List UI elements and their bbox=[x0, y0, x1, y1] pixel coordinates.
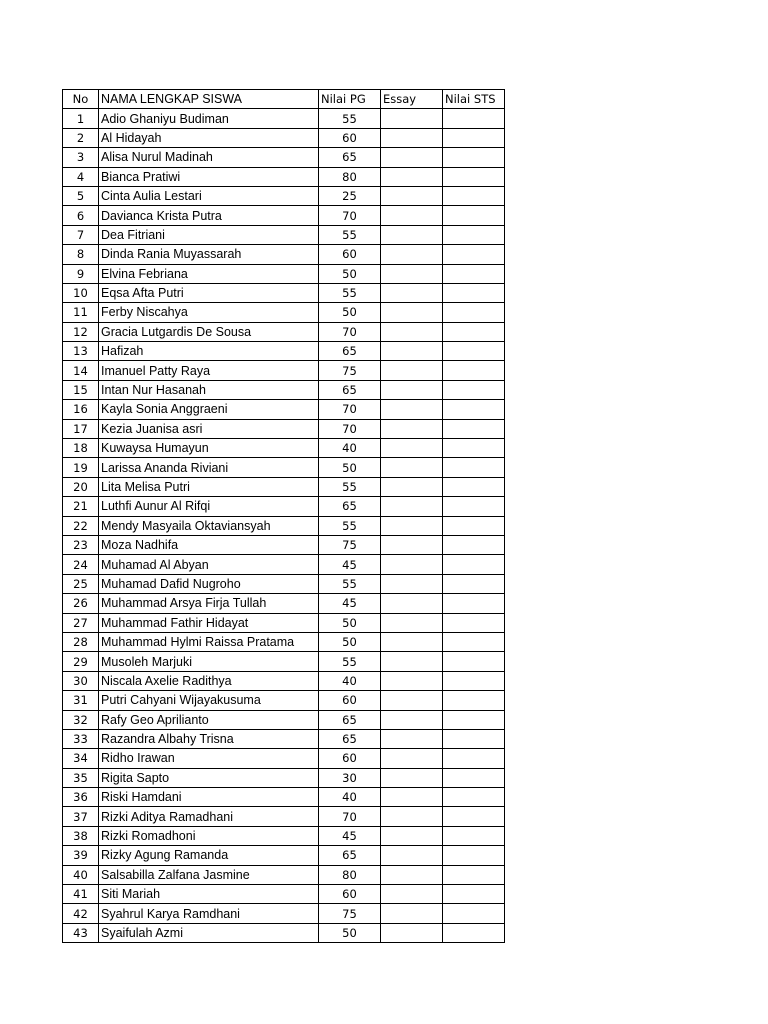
row-number: 1 bbox=[63, 109, 99, 128]
row-number: 32 bbox=[63, 710, 99, 729]
multiple-choice-score: 55 bbox=[319, 109, 381, 128]
row-number: 20 bbox=[63, 477, 99, 496]
sts-score bbox=[443, 245, 505, 264]
student-name: Kuwaysa Humayun bbox=[99, 439, 319, 458]
essay-score bbox=[381, 322, 443, 341]
essay-score bbox=[381, 264, 443, 283]
row-number: 31 bbox=[63, 691, 99, 710]
multiple-choice-score: 40 bbox=[319, 788, 381, 807]
table-row bbox=[63, 535, 505, 554]
sts-score bbox=[443, 749, 505, 768]
multiple-choice-score: 55 bbox=[319, 225, 381, 244]
essay-score bbox=[381, 128, 443, 147]
multiple-choice-score: 60 bbox=[319, 749, 381, 768]
multiple-choice-score: 40 bbox=[319, 671, 381, 690]
table-row bbox=[63, 574, 505, 593]
multiple-choice-score: 45 bbox=[319, 555, 381, 574]
essay-score bbox=[381, 729, 443, 748]
table-row bbox=[63, 613, 505, 632]
multiple-choice-score: 55 bbox=[319, 516, 381, 535]
essay-score bbox=[381, 400, 443, 419]
table-row bbox=[63, 148, 505, 167]
row-number: 33 bbox=[63, 729, 99, 748]
multiple-choice-score: 50 bbox=[319, 264, 381, 283]
sts-score bbox=[443, 710, 505, 729]
multiple-choice-score: 65 bbox=[319, 846, 381, 865]
sts-score bbox=[443, 613, 505, 632]
sts-score bbox=[443, 671, 505, 690]
table-row bbox=[63, 555, 505, 574]
multiple-choice-score: 65 bbox=[319, 342, 381, 361]
student-name: Muhammad Fathir Hidayat bbox=[99, 613, 319, 632]
sts-score bbox=[443, 632, 505, 651]
multiple-choice-score: 60 bbox=[319, 885, 381, 904]
sts-score bbox=[443, 826, 505, 845]
table-row bbox=[63, 322, 505, 341]
sts-score bbox=[443, 380, 505, 399]
row-number: 25 bbox=[63, 574, 99, 593]
student-name: Eqsa Afta Putri bbox=[99, 283, 319, 302]
row-number: 35 bbox=[63, 768, 99, 787]
multiple-choice-score: 50 bbox=[319, 632, 381, 651]
sts-score bbox=[443, 225, 505, 244]
table-row bbox=[63, 807, 505, 826]
row-number: 28 bbox=[63, 632, 99, 651]
table-row bbox=[63, 826, 505, 845]
essay-score bbox=[381, 225, 443, 244]
student-name: Davianca Krista Putra bbox=[99, 206, 319, 225]
table-row bbox=[63, 632, 505, 651]
table-row bbox=[63, 419, 505, 438]
row-number: 26 bbox=[63, 594, 99, 613]
multiple-choice-score: 65 bbox=[319, 148, 381, 167]
table-row bbox=[63, 865, 505, 884]
student-name: Lita Melisa Putri bbox=[99, 477, 319, 496]
row-number: 16 bbox=[63, 400, 99, 419]
student-name: Moza Nadhifa bbox=[99, 535, 319, 554]
student-name: Razandra Albahy Trisna bbox=[99, 729, 319, 748]
student-score-table bbox=[62, 89, 505, 943]
student-name: Dea Fitriani bbox=[99, 225, 319, 244]
sts-score bbox=[443, 729, 505, 748]
essay-score bbox=[381, 245, 443, 264]
row-number: 41 bbox=[63, 885, 99, 904]
student-name: Dinda Rania Muyassarah bbox=[99, 245, 319, 264]
student-name: Gracia Lutgardis De Sousa bbox=[99, 322, 319, 341]
essay-score bbox=[381, 807, 443, 826]
sts-score bbox=[443, 807, 505, 826]
row-number: 30 bbox=[63, 671, 99, 690]
row-number: 10 bbox=[63, 283, 99, 302]
table-row bbox=[63, 458, 505, 477]
essay-score bbox=[381, 865, 443, 884]
essay-score bbox=[381, 768, 443, 787]
multiple-choice-score: 55 bbox=[319, 574, 381, 593]
sts-score bbox=[443, 283, 505, 302]
student-name: Al Hidayah bbox=[99, 128, 319, 147]
multiple-choice-score: 25 bbox=[319, 186, 381, 205]
table-row bbox=[63, 516, 505, 535]
essay-score bbox=[381, 671, 443, 690]
sts-score bbox=[443, 652, 505, 671]
student-name: Luthfi Aunur Al Rifqi bbox=[99, 497, 319, 516]
row-number: 24 bbox=[63, 555, 99, 574]
row-number: 5 bbox=[63, 186, 99, 205]
row-number: 36 bbox=[63, 788, 99, 807]
sts-score bbox=[443, 497, 505, 516]
table-row bbox=[63, 128, 505, 147]
row-number: 37 bbox=[63, 807, 99, 826]
multiple-choice-score: 50 bbox=[319, 458, 381, 477]
essay-score bbox=[381, 109, 443, 128]
sts-score bbox=[443, 148, 505, 167]
essay-score bbox=[381, 923, 443, 942]
essay-score bbox=[381, 710, 443, 729]
multiple-choice-score: 70 bbox=[319, 206, 381, 225]
multiple-choice-score: 55 bbox=[319, 652, 381, 671]
multiple-choice-score: 75 bbox=[319, 361, 381, 380]
essay-score bbox=[381, 594, 443, 613]
student-name: Kayla Sonia Anggraeni bbox=[99, 400, 319, 419]
header-student-name: NAMA LENGKAP SISWA bbox=[99, 90, 319, 109]
sts-score bbox=[443, 788, 505, 807]
sts-score bbox=[443, 516, 505, 535]
table-row bbox=[63, 225, 505, 244]
table-row bbox=[63, 245, 505, 264]
sts-score bbox=[443, 264, 505, 283]
row-number: 42 bbox=[63, 904, 99, 923]
student-name: Muhammad Hylmi Raissa Pratama bbox=[99, 632, 319, 651]
table-row bbox=[63, 342, 505, 361]
multiple-choice-score: 50 bbox=[319, 613, 381, 632]
multiple-choice-score: 75 bbox=[319, 535, 381, 554]
essay-score bbox=[381, 749, 443, 768]
sts-score bbox=[443, 846, 505, 865]
essay-score bbox=[381, 652, 443, 671]
essay-score bbox=[381, 497, 443, 516]
sts-score bbox=[443, 885, 505, 904]
essay-score bbox=[381, 574, 443, 593]
student-name: Imanuel Patty Raya bbox=[99, 361, 319, 380]
table-row bbox=[63, 652, 505, 671]
header-row bbox=[63, 90, 505, 109]
row-number: 3 bbox=[63, 148, 99, 167]
table-row bbox=[63, 167, 505, 186]
sts-score bbox=[443, 535, 505, 554]
sts-score bbox=[443, 206, 505, 225]
multiple-choice-score: 30 bbox=[319, 768, 381, 787]
header-sts-score: Nilai STS bbox=[443, 90, 505, 109]
multiple-choice-score: 45 bbox=[319, 826, 381, 845]
essay-score bbox=[381, 846, 443, 865]
sts-score bbox=[443, 361, 505, 380]
sts-score bbox=[443, 167, 505, 186]
multiple-choice-score: 60 bbox=[319, 691, 381, 710]
row-number: 34 bbox=[63, 749, 99, 768]
sts-score bbox=[443, 691, 505, 710]
multiple-choice-score: 70 bbox=[319, 400, 381, 419]
essay-score bbox=[381, 419, 443, 438]
table-row bbox=[63, 846, 505, 865]
row-number: 18 bbox=[63, 439, 99, 458]
row-number: 7 bbox=[63, 225, 99, 244]
student-name: Intan Nur Hasanah bbox=[99, 380, 319, 399]
table-row bbox=[63, 497, 505, 516]
student-name: Rizki Aditya Ramadhani bbox=[99, 807, 319, 826]
essay-score bbox=[381, 613, 443, 632]
student-name: Rizki Romadhoni bbox=[99, 826, 319, 845]
student-name: Cinta Aulia Lestari bbox=[99, 186, 319, 205]
multiple-choice-score: 55 bbox=[319, 477, 381, 496]
table-row bbox=[63, 691, 505, 710]
sts-score bbox=[443, 303, 505, 322]
table-row bbox=[63, 303, 505, 322]
table-row bbox=[63, 671, 505, 690]
sts-score bbox=[443, 186, 505, 205]
table-row bbox=[63, 206, 505, 225]
essay-score bbox=[381, 691, 443, 710]
table-row bbox=[63, 788, 505, 807]
table-row bbox=[63, 439, 505, 458]
row-number: 11 bbox=[63, 303, 99, 322]
student-name: Alisa Nurul Madinah bbox=[99, 148, 319, 167]
multiple-choice-score: 65 bbox=[319, 729, 381, 748]
header-no: No bbox=[63, 90, 99, 109]
sts-score bbox=[443, 555, 505, 574]
row-number: 43 bbox=[63, 923, 99, 942]
essay-score bbox=[381, 342, 443, 361]
multiple-choice-score: 70 bbox=[319, 419, 381, 438]
row-number: 4 bbox=[63, 167, 99, 186]
student-name: Rafy Geo Aprilianto bbox=[99, 710, 319, 729]
student-name: Riski Hamdani bbox=[99, 788, 319, 807]
essay-score bbox=[381, 904, 443, 923]
student-name: Putri Cahyani Wijayakusuma bbox=[99, 691, 319, 710]
student-name: Syaifulah Azmi bbox=[99, 923, 319, 942]
essay-score bbox=[381, 555, 443, 574]
row-number: 19 bbox=[63, 458, 99, 477]
multiple-choice-score: 65 bbox=[319, 497, 381, 516]
essay-score bbox=[381, 380, 443, 399]
row-number: 29 bbox=[63, 652, 99, 671]
essay-score bbox=[381, 535, 443, 554]
student-name: Salsabilla Zalfana Jasmine bbox=[99, 865, 319, 884]
table-row bbox=[63, 594, 505, 613]
row-number: 40 bbox=[63, 865, 99, 884]
student-name: Siti Mariah bbox=[99, 885, 319, 904]
student-name: Rizky Agung Ramanda bbox=[99, 846, 319, 865]
student-name: Kezia Juanisa asri bbox=[99, 419, 319, 438]
table-row bbox=[63, 380, 505, 399]
multiple-choice-score: 55 bbox=[319, 283, 381, 302]
score-sheet bbox=[62, 89, 505, 943]
row-number: 13 bbox=[63, 342, 99, 361]
table-row bbox=[63, 885, 505, 904]
row-number: 15 bbox=[63, 380, 99, 399]
sts-score bbox=[443, 109, 505, 128]
student-name: Larissa Ananda Riviani bbox=[99, 458, 319, 477]
table-row bbox=[63, 904, 505, 923]
essay-score bbox=[381, 632, 443, 651]
multiple-choice-score: 60 bbox=[319, 128, 381, 147]
student-name: Adio Ghaniyu Budiman bbox=[99, 109, 319, 128]
table-row bbox=[63, 477, 505, 496]
row-number: 8 bbox=[63, 245, 99, 264]
sts-score bbox=[443, 904, 505, 923]
row-number: 38 bbox=[63, 826, 99, 845]
row-number: 17 bbox=[63, 419, 99, 438]
student-name: Syahrul Karya Ramdhani bbox=[99, 904, 319, 923]
sts-score bbox=[443, 865, 505, 884]
header-multiple-choice-score: Nilai PG bbox=[319, 90, 381, 109]
essay-score bbox=[381, 788, 443, 807]
row-number: 12 bbox=[63, 322, 99, 341]
table-row bbox=[63, 264, 505, 283]
table-row bbox=[63, 186, 505, 205]
row-number: 2 bbox=[63, 128, 99, 147]
sts-score bbox=[443, 768, 505, 787]
row-number: 27 bbox=[63, 613, 99, 632]
multiple-choice-score: 80 bbox=[319, 167, 381, 186]
row-number: 9 bbox=[63, 264, 99, 283]
student-name: Ferby Niscahya bbox=[99, 303, 319, 322]
table-row bbox=[63, 923, 505, 942]
essay-score bbox=[381, 361, 443, 380]
essay-score bbox=[381, 148, 443, 167]
student-name: Ridho Irawan bbox=[99, 749, 319, 768]
student-name: Muhamad Al Abyan bbox=[99, 555, 319, 574]
table-row bbox=[63, 768, 505, 787]
table-row bbox=[63, 400, 505, 419]
multiple-choice-score: 40 bbox=[319, 439, 381, 458]
essay-score bbox=[381, 477, 443, 496]
row-number: 22 bbox=[63, 516, 99, 535]
table-row bbox=[63, 283, 505, 302]
sts-score bbox=[443, 342, 505, 361]
multiple-choice-score: 45 bbox=[319, 594, 381, 613]
essay-score bbox=[381, 516, 443, 535]
essay-score bbox=[381, 186, 443, 205]
student-name: Rigita Sapto bbox=[99, 768, 319, 787]
essay-score bbox=[381, 885, 443, 904]
student-name: Elvina Febriana bbox=[99, 264, 319, 283]
table-row bbox=[63, 710, 505, 729]
multiple-choice-score: 50 bbox=[319, 923, 381, 942]
student-name: Bianca Pratiwi bbox=[99, 167, 319, 186]
essay-score bbox=[381, 439, 443, 458]
sts-score bbox=[443, 128, 505, 147]
sts-score bbox=[443, 439, 505, 458]
student-name: Muhammad Arsya Firja Tullah bbox=[99, 594, 319, 613]
essay-score bbox=[381, 167, 443, 186]
row-number: 6 bbox=[63, 206, 99, 225]
multiple-choice-score: 60 bbox=[319, 245, 381, 264]
essay-score bbox=[381, 303, 443, 322]
header-essay: Essay bbox=[381, 90, 443, 109]
multiple-choice-score: 65 bbox=[319, 710, 381, 729]
student-name: Mendy Masyaila Oktaviansyah bbox=[99, 516, 319, 535]
multiple-choice-score: 70 bbox=[319, 322, 381, 341]
essay-score bbox=[381, 206, 443, 225]
sts-score bbox=[443, 594, 505, 613]
row-number: 21 bbox=[63, 497, 99, 516]
multiple-choice-score: 80 bbox=[319, 865, 381, 884]
multiple-choice-score: 65 bbox=[319, 380, 381, 399]
multiple-choice-score: 50 bbox=[319, 303, 381, 322]
essay-score bbox=[381, 283, 443, 302]
table-row bbox=[63, 109, 505, 128]
row-number: 23 bbox=[63, 535, 99, 554]
sts-score bbox=[443, 574, 505, 593]
essay-score bbox=[381, 458, 443, 477]
table-row bbox=[63, 361, 505, 380]
row-number: 14 bbox=[63, 361, 99, 380]
student-name: Musoleh Marjuki bbox=[99, 652, 319, 671]
sts-score bbox=[443, 419, 505, 438]
student-name: Muhamad Dafid Nugroho bbox=[99, 574, 319, 593]
table-row bbox=[63, 729, 505, 748]
sts-score bbox=[443, 400, 505, 419]
row-number: 39 bbox=[63, 846, 99, 865]
multiple-choice-score: 75 bbox=[319, 904, 381, 923]
student-name: Niscala Axelie Radithya bbox=[99, 671, 319, 690]
essay-score bbox=[381, 826, 443, 845]
multiple-choice-score: 70 bbox=[319, 807, 381, 826]
sts-score bbox=[443, 458, 505, 477]
table-row bbox=[63, 749, 505, 768]
sts-score bbox=[443, 322, 505, 341]
sts-score bbox=[443, 477, 505, 496]
sts-score bbox=[443, 923, 505, 942]
student-name: Hafizah bbox=[99, 342, 319, 361]
